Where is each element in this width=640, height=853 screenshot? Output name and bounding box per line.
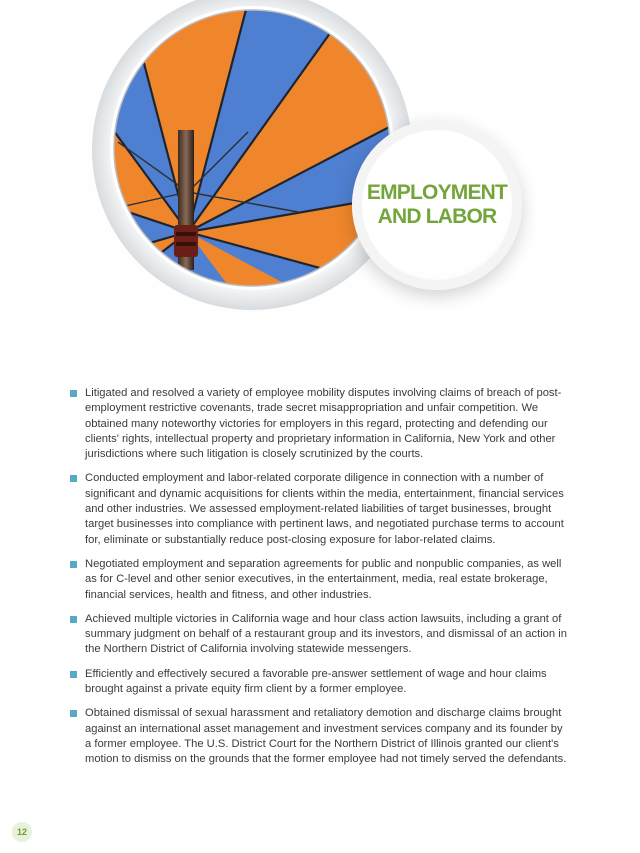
list-item	[70, 557, 570, 603]
page-number: 12	[12, 822, 32, 842]
square-bullet-icon	[70, 616, 77, 623]
list-item	[70, 667, 570, 698]
list-item	[70, 612, 570, 658]
hero-image	[0, 0, 640, 360]
umbrella-photo-icon	[0, 0, 640, 360]
list-item	[70, 471, 570, 547]
section-title-line-1: EMPLOYMENT	[366, 181, 508, 204]
square-bullet-icon	[70, 390, 77, 397]
bullet-text: Efficiently and effectively secured a favorable pre-answer settlement of wage and hour claims brought against a private equity firm client by a former employee.	[85, 667, 547, 696]
bullet-text: Conducted employment and labor-related corporate diligence in connection with a number of significant and dynamic acquisitions for clients within the media, entertainment, financial services and other industries. We assessed employment-related liabilities of target businesses, brought target businesses into compliance with pertinent laws, and negotiated purchase terms to account for, eliminate or substantially reduce post-closing exposure for labor-related claims.	[85, 472, 564, 546]
bullet-list	[70, 386, 570, 777]
square-bullet-icon	[70, 710, 77, 717]
bullet-text: Obtained dismissal of sexual harassment and retaliatory demotion and discharge claims brought against an international asset management and investment services company and its founder by a former employee. The U.S. District Court for the Northern District of Illinois granted our client's motion to dismiss on the grounds that the former employee had not timely served the defendants.	[85, 707, 567, 766]
bullet-text: Achieved multiple victories in California wage and hour class action lawsuits, including a grant of summary judgment on behalf of a restaurant group and its investors, and dismissal of an action in the Northern District of California involving statewide messengers.	[85, 612, 567, 656]
list-item	[70, 706, 570, 767]
square-bullet-icon	[70, 475, 77, 482]
square-bullet-icon	[70, 561, 77, 568]
section-title-line-2: AND LABOR	[377, 205, 497, 228]
list-item	[70, 386, 570, 462]
bullet-text: Litigated and resolved a variety of employee mobility disputes involving claims of breach of post-employment restrictive covenants, trade secret misappropriation and unfair competition. We obtained many noteworthy victories for employers in this regard, protecting and defending our clients' rights, intellectual property and proprietary information in California, New York and other jurisdictions where such litigation is closely scrutinized by the courts.	[85, 387, 562, 461]
bullet-text: Negotiated employment and separation agreements for public and nonpublic companies, as well as for C-level and other senior executives, in the entertainment, media, real estate brokerage, financial services, health and fitness, and other industries.	[85, 557, 562, 601]
square-bullet-icon	[70, 671, 77, 678]
section-title-badge	[352, 120, 522, 290]
